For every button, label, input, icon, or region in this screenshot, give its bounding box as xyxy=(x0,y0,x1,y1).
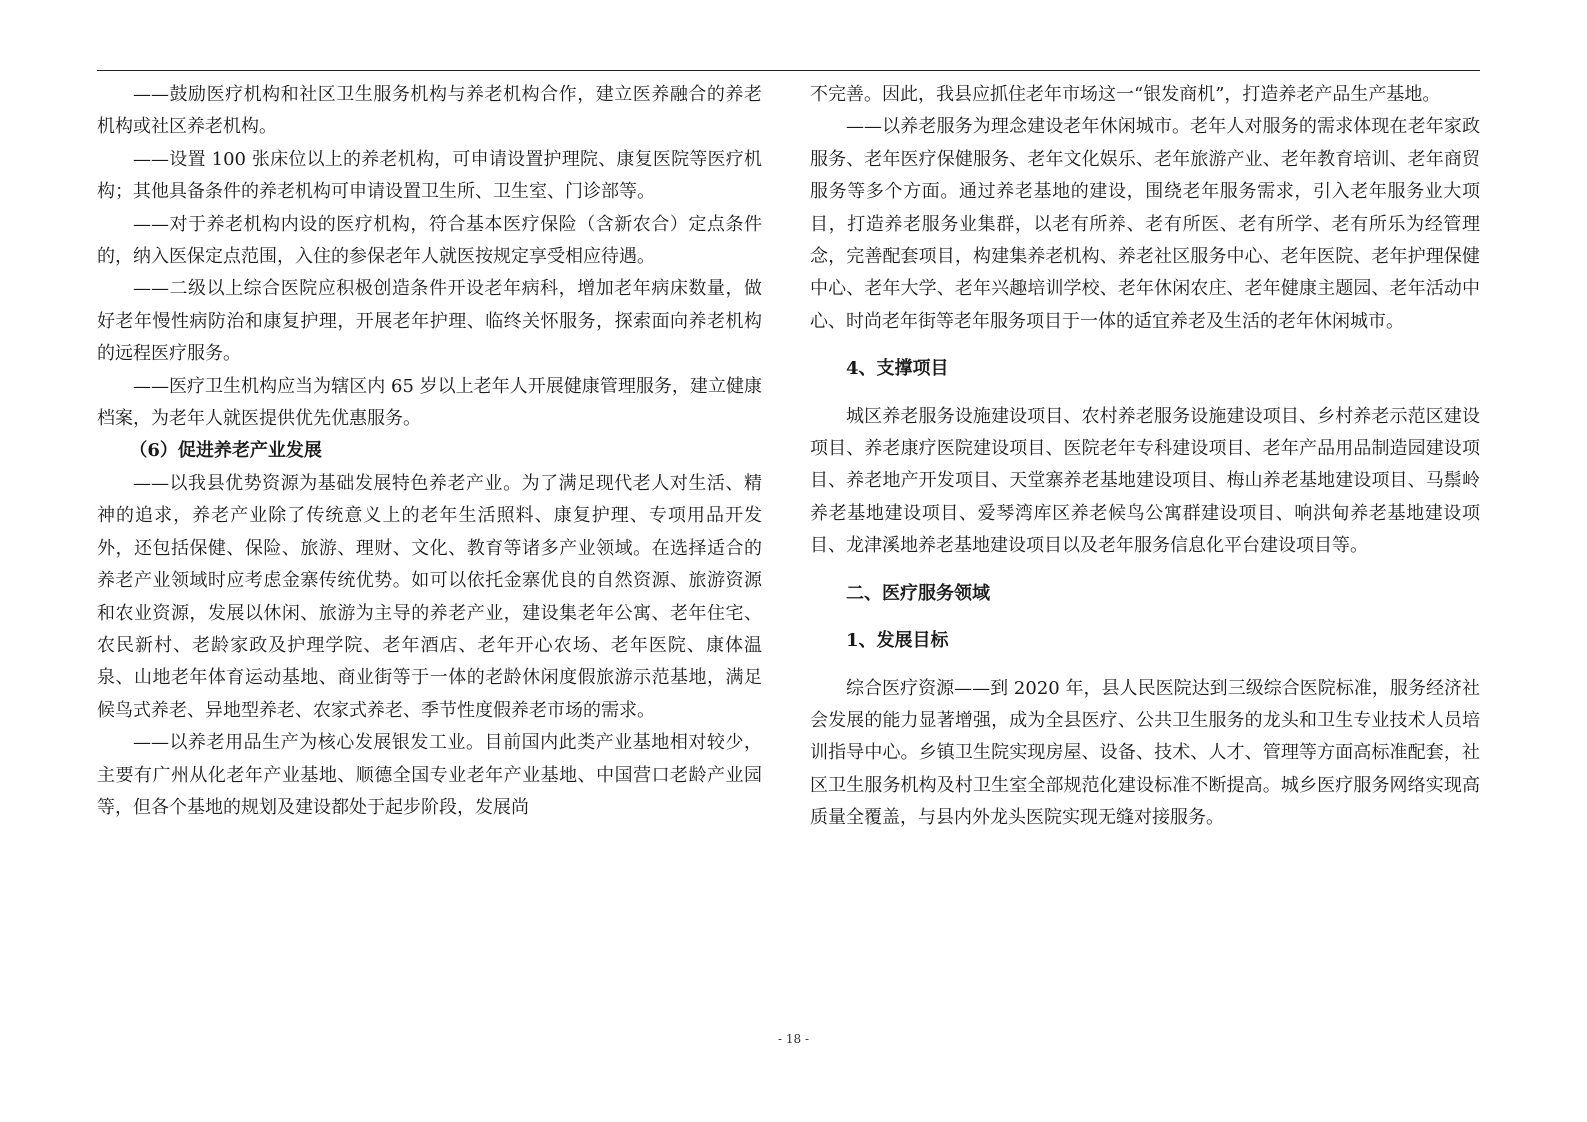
paragraph: ——设置 100 张床位以上的养老机构，可申请设置护理院、康复医院等医疗机构；其他具备条件的养老机构可申请设置卫生所、卫生室、门诊部等。 xyxy=(97,148,762,203)
paragraph: ——医疗卫生机构应当为辖区内 65 岁以上老年人开展健康管理服务，建立健康档案，为老年人就医提供优先优惠服务。 xyxy=(97,375,762,430)
page-number: - 18 - xyxy=(777,1032,809,1046)
paragraph: ——对于养老机构内设的医疗机构，符合基本医疗保险（含新农合）定点条件的，纳入医保定点范围，入住的参保老年人就医按规定享受相应待遇。 xyxy=(97,213,762,268)
section-heading: （6）促进养老产业发展 xyxy=(129,440,322,462)
paragraph: ——以我县优势资源为基础发展特色养老产业。为了满足现代老人对生活、精神的追求，养老产业除了传统意义上的老年生活照料、康复护理、专项用品开发外，还包括保健、保险、旅游、理财、文化、教育等诸多产业领域。在选择适合的养老产业领域时应考虑金寨传统优势。如可以依托金寨优良的自然资源、旅游资源和农业资源，发展以休闲、旅游为主导的养老产业，建设集老年公寓、老年住宅、农民新村、老龄家政及护理学院、老年酒店、老年开心农场、老年医院、康体温泉、山地老年体育运动基地、商业街等于一体的老龄休闲度假旅游示范基地，满足候鸟式养老、异地型养老、农家式养老、季节性度假养老市场的需求。 xyxy=(97,472,762,721)
section-heading: 1、发展目标 xyxy=(846,630,949,652)
header-rule xyxy=(97,70,1480,71)
paragraph: 综合医疗资源——到 2020 年，县人民医院达到三级综合医院标准，服务经济社会发展的能力显著增强，成为全县医疗、公共卫生服务的龙头和卫生专业技术人员培训指导中心。乡镇卫生院实现房屋、设备、技术、人才、管理等方面高标准配套，社区卫生服务机构及村卫生室全部规范化建设标准不断提高。城乡医疗服务网络实现高质量全覆盖，与县内外龙头医院实现无缝对接服务。 xyxy=(810,677,1480,829)
left-column xyxy=(97,79,762,824)
paragraph-continuation: 不完善。因此，我县应抓住老年市场这一“银发商机”，打造养老产品生产基地。 xyxy=(810,84,1441,105)
paragraph: ——二级以上综合医院应积极创造条件开设老年病科，增加老年病床数量，做好老年慢性病防治和康复护理，开展老年护理、临终关怀服务，探索面向养老机构的远程医疗服务。 xyxy=(97,278,762,365)
section-heading: 二、医疗服务领域 xyxy=(846,582,990,604)
right-column xyxy=(810,79,1480,835)
paragraph: ——以养老用品生产为核心发展银发工业。目前国内此类产业基地相对较少，主要有广州从化老年产业基地、顺德全国专业老年产业基地、中国营口老龄产业园等，但各个基地的规划及建设都处于起步阶段，发展尚 xyxy=(97,732,762,818)
paragraph: ——以养老服务为理念建设老年休闲城市。老年人对服务的需求体现在老年家政服务、老年医疗保健服务、老年文化娱乐、老年旅游产业、老年教育培训、老年商贸服务等多个方面。通过养老基地的建设，围绕老年服务需求，引入老年服务业大项目，打造养老服务业集群，以老有所养、老有所医、老有所学、老有所乐为经管理念，完善配套项目，构建集养老机构、养老社区服务中心、老年医院、老年护理保健中心、老年大学、老年兴趣培训学校、老年休闲农庄、老年健康主题园、老年活动中心、时尚老年街等老年服务项目于一体的适宜养老及生活的老年休闲城市。 xyxy=(810,116,1480,332)
paragraph: 城区养老服务设施建设项目、农村养老服务设施建设项目、乡村养老示范区建设项目、养老康疗医院建设项目、医院老年专科建设项目、老年产品用品制造园建设项目、养老地产开发项目、天堂寨养老基地建设项目、梅山养老基地建设项目、马鬃岭养老基地建设项目、爱琴湾库区养老候鸟公寓群建设项目、响洪甸养老基地建设项目、龙津溪地养老基地建设项目以及老年服务信息化平台建设项目等。 xyxy=(810,405,1480,557)
section-heading: 4、支撑项目 xyxy=(846,358,949,380)
paragraph: ——鼓励医疗机构和社区卫生服务机构与养老机构合作，建立医养融合的养老机构或社区养老机构。 xyxy=(97,84,762,138)
